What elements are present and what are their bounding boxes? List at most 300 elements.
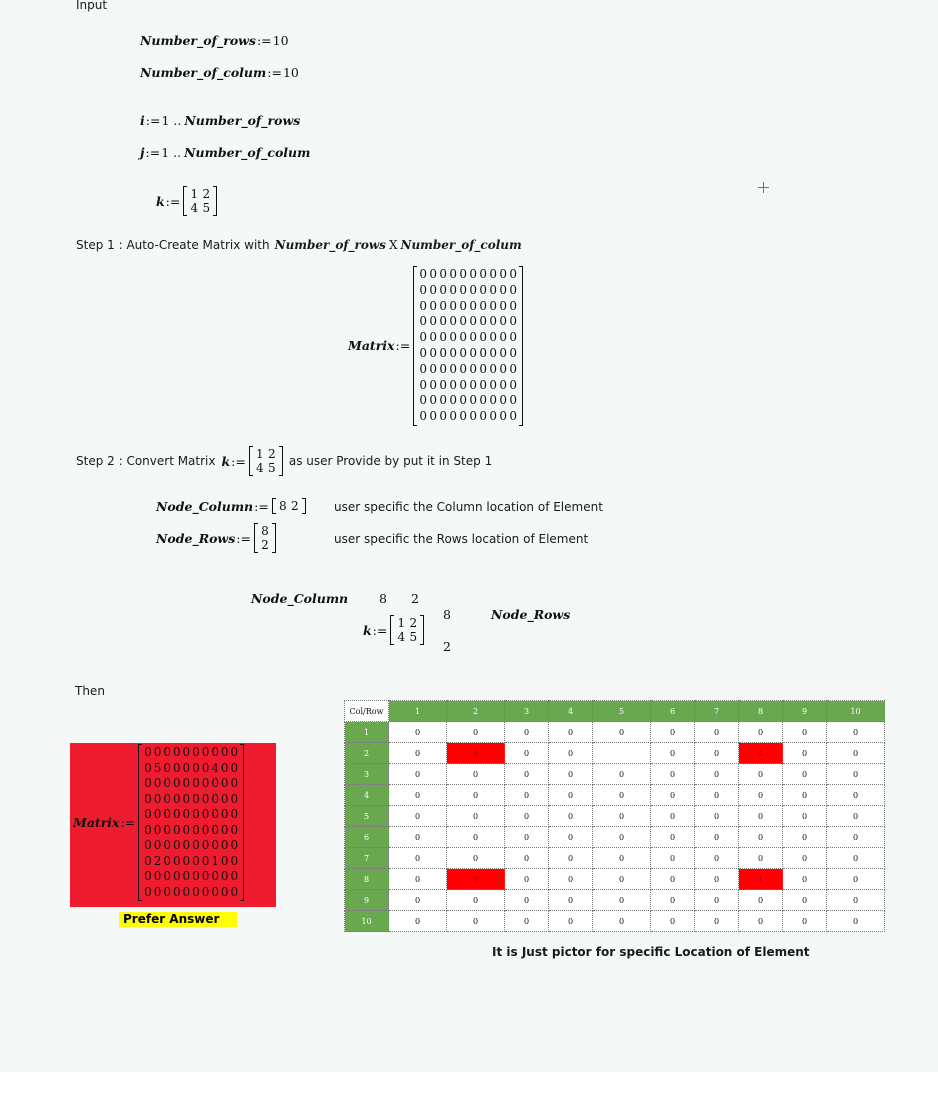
answer-matrix-cell: 0 xyxy=(182,745,191,759)
zero-matrix-cell: 0 xyxy=(459,409,467,424)
crosshair-cursor-icon xyxy=(758,182,769,193)
i-range: 1 .. xyxy=(161,113,182,128)
node-rows-var: Node_Rows xyxy=(156,530,236,546)
zero-matrix-cell: 0 xyxy=(469,393,477,408)
rows-definition[interactable] xyxy=(140,33,289,48)
answer-matrix-cell: 0 xyxy=(153,791,162,806)
grid-cell: 0 xyxy=(695,869,739,890)
zero-matrix-cell: 0 xyxy=(459,345,467,360)
zero-matrix-cell: 0 xyxy=(509,393,517,408)
grid-col-header: 6 xyxy=(651,701,695,722)
zero-matrix-cell: 0 xyxy=(429,393,437,408)
zero-matrix-row xyxy=(418,409,518,425)
grid-cell: 1 xyxy=(739,869,783,890)
grid-cell: 0 xyxy=(447,722,505,743)
zero-matrix-cell: 0 xyxy=(419,314,427,329)
grid-cell: 0 xyxy=(783,743,827,764)
grid-cell: 0 xyxy=(593,911,651,932)
zero-matrix-cell: 0 xyxy=(439,330,447,345)
answer-matrix-cell: 0 xyxy=(144,745,152,759)
grid-row xyxy=(345,827,885,848)
answer-matrix-cell: 0 xyxy=(163,745,171,759)
answer-matrix-row xyxy=(143,854,239,870)
i-range-definition[interactable] xyxy=(140,113,300,128)
grid-cell: 0 xyxy=(739,806,783,827)
grid-cell: 0 xyxy=(695,764,739,785)
answer-matrix-cell: 0 xyxy=(172,745,181,759)
zero-matrix-row xyxy=(418,378,518,394)
zero-matrix-row xyxy=(418,314,518,330)
diagram-k-definition: k := 1 2 4 5 xyxy=(363,615,424,645)
zero-matrix-cell: 0 xyxy=(499,345,507,360)
answer-matrix-cell: 0 xyxy=(172,776,181,790)
zero-matrix-cell: 0 xyxy=(469,330,477,345)
grid-cell: 0 xyxy=(389,848,447,869)
zero-matrix-cell: 0 xyxy=(449,330,457,345)
grid-cell: 0 xyxy=(505,869,549,890)
answer-matrix-cell: 0 xyxy=(211,791,219,806)
cols-var: Number_of_colum xyxy=(140,65,267,80)
zero-matrix-cell: 0 xyxy=(459,361,467,376)
grid-row xyxy=(345,869,885,890)
zero-matrix-cell: 0 xyxy=(509,361,517,376)
zero-matrix-cell: 0 xyxy=(499,361,507,376)
zero-matrix-cell: 0 xyxy=(439,345,447,360)
answer-matrix-cell: 0 xyxy=(172,853,181,868)
node-column-definition[interactable]: Node_Column := 8 2 xyxy=(156,498,306,514)
answer-matrix-cell: 0 xyxy=(163,760,171,775)
zero-matrix-cell: 0 xyxy=(489,409,497,424)
zero-matrix-row xyxy=(418,362,518,378)
grid-cell: 0 xyxy=(695,743,739,764)
answer-matrix-cell: 0 xyxy=(163,838,171,852)
grid-row xyxy=(345,764,885,785)
grid-cell: 0 xyxy=(389,869,447,890)
zero-matrix-cell: 0 xyxy=(449,361,457,376)
answer-matrix-cell: 4 xyxy=(211,760,219,775)
zero-matrix-cell: 0 xyxy=(419,393,427,408)
answer-matrix-cell: 0 xyxy=(201,776,210,790)
grid-cell: 0 xyxy=(447,806,505,827)
node-rows-definition[interactable]: Node_Rows := 8 2 xyxy=(156,523,276,553)
answer-matrix-cell: 2 xyxy=(153,853,162,868)
grid-cell: 0 xyxy=(695,785,739,806)
answer-matrix-cell: 5 xyxy=(153,760,162,775)
zero-matrix-cell: 0 xyxy=(489,282,497,297)
zero-matrix-cell: 0 xyxy=(489,361,497,376)
zero-matrix-cell: 0 xyxy=(429,314,437,329)
zero-matrix-cell: 0 xyxy=(499,409,507,424)
grid-cell: 0 xyxy=(651,827,695,848)
step2-k-matrix: 1 2 4 5 xyxy=(249,446,283,476)
grid-caption: It is Just pictor for specific Location of Element xyxy=(492,945,810,959)
grid-cell: 0 xyxy=(447,764,505,785)
grid-cell: 0 xyxy=(827,911,885,932)
answer-matrix-cell: 0 xyxy=(192,760,200,775)
zero-matrix-cell: 0 xyxy=(479,314,487,329)
assign-op: := xyxy=(395,338,411,354)
zero-matrix-cell: 0 xyxy=(419,330,427,345)
zero-matrix-cell: 0 xyxy=(419,345,427,360)
zero-matrix-cell: 0 xyxy=(439,377,447,392)
grid-cell: 0 xyxy=(783,869,827,890)
grid-row-header: 6 xyxy=(345,827,389,848)
answer-matrix-cell: 0 xyxy=(230,776,239,790)
j-var: j xyxy=(140,145,145,160)
cols-value: 10 xyxy=(282,65,299,80)
rows-value: 10 xyxy=(272,33,289,48)
zero-matrix-cell: 0 xyxy=(449,345,457,360)
answer-matrix-cell: 0 xyxy=(153,776,162,790)
diagram-col-val-1: 8 xyxy=(379,591,387,606)
grid-cell: 0 xyxy=(827,848,885,869)
answer-matrix-cell: 0 xyxy=(220,776,229,790)
grid-cell: 0 xyxy=(783,827,827,848)
answer-matrix-cell: 0 xyxy=(182,791,191,806)
answer-matrix-cell: 0 xyxy=(144,853,152,868)
answer-matrix-cell: 0 xyxy=(201,853,210,868)
answer-matrix-cell: 0 xyxy=(163,822,171,837)
answer-matrix-cell: 0 xyxy=(144,869,152,883)
zero-matrix-cell: 0 xyxy=(479,345,487,360)
diagram-col-val-2: 2 xyxy=(411,591,419,606)
zero-matrix-cell: 0 xyxy=(459,393,467,408)
zero-matrix-cell: 0 xyxy=(449,267,457,281)
grid-cell: 0 xyxy=(827,785,885,806)
grid-cell: 0 xyxy=(389,743,447,764)
answer-matrix-cell: 0 xyxy=(153,807,162,821)
step2-k-var: k xyxy=(221,453,231,469)
grid-cell: 0 xyxy=(549,764,593,785)
zero-matrix-cell: 0 xyxy=(429,267,437,281)
zero-matrix-cell: 0 xyxy=(449,409,457,424)
answer-matrix-cell: 0 xyxy=(172,838,181,852)
zero-matrix-cell: 0 xyxy=(509,282,517,297)
answer-matrix-cell: 0 xyxy=(172,791,181,806)
zero-matrix-cell: 0 xyxy=(509,377,517,392)
answer-matrix-cell: 0 xyxy=(230,807,239,821)
grid-corner-label: Col/Row xyxy=(345,701,389,722)
grid-cell: 0 xyxy=(389,722,447,743)
zero-matrix-cell: 0 xyxy=(469,298,477,313)
answer-matrix-cell: 0 xyxy=(201,807,210,821)
answer-matrix-cell: 0 xyxy=(163,791,171,806)
grid-cell: 0 xyxy=(651,785,695,806)
answer-matrix-cell: 0 xyxy=(220,745,229,759)
answer-matrix-cell: 0 xyxy=(192,869,200,883)
answer-matrix-cell: 0 xyxy=(153,884,162,899)
zero-matrix-cell: 0 xyxy=(509,330,517,345)
assign-op: := xyxy=(145,113,161,128)
zero-matrix-row xyxy=(418,299,518,315)
answer-matrix-cell: 0 xyxy=(163,807,171,821)
answer-matrix-cell: 0 xyxy=(153,869,162,883)
grid-cell: 0 xyxy=(739,890,783,911)
zero-matrix-cell: 0 xyxy=(439,267,447,281)
diagram-row-label: Node_Rows xyxy=(491,607,571,622)
zero-matrix-cell: 0 xyxy=(459,330,467,345)
grid-col-header: 5 xyxy=(593,701,651,722)
diagram-k-matrix: 1 2 4 5 xyxy=(390,615,424,645)
grid-cell: 0 xyxy=(783,890,827,911)
zero-matrix-cell: 0 xyxy=(429,377,437,392)
grid-row-header: 9 xyxy=(345,890,389,911)
answer-matrix-cell: 0 xyxy=(153,745,162,759)
grid-col-header: 8 xyxy=(739,701,783,722)
answer-matrix-cell: 0 xyxy=(220,760,229,775)
answer-matrix-cell: 0 xyxy=(192,791,200,806)
answer-matrix-cell: 0 xyxy=(230,838,239,852)
zero-matrix-cell: 0 xyxy=(499,377,507,392)
answer-matrix-cell: 0 xyxy=(211,745,219,759)
zero-matrix-cell: 0 xyxy=(439,314,447,329)
grid-cell: 0 xyxy=(447,827,505,848)
grid-cell: 0 xyxy=(549,848,593,869)
answer-matrix-cell: 0 xyxy=(192,838,200,852)
answer-matrix-row xyxy=(143,745,239,761)
cols-definition[interactable] xyxy=(140,65,299,80)
diagram-col-label: Node_Column xyxy=(251,591,349,606)
zero-matrix-cell: 0 xyxy=(439,298,447,313)
grid-col-header: 4 xyxy=(549,701,593,722)
answer-matrix-cell: 0 xyxy=(182,884,191,899)
zero-matrix-cell: 0 xyxy=(419,377,427,392)
answer-matrix-row xyxy=(143,776,239,792)
grid-row-header: 4 xyxy=(345,785,389,806)
grid-cell: 0 xyxy=(827,743,885,764)
step2-suffix: as user Provide by put it in Step 1 xyxy=(288,454,493,468)
answer-matrix-cell: 0 xyxy=(182,838,191,852)
answer-matrix-row xyxy=(143,761,239,777)
answer-matrix-row xyxy=(143,807,239,823)
node-rows-matrix: 8 2 xyxy=(254,523,276,553)
grid-cell: 0 xyxy=(739,911,783,932)
grid-cell: 0 xyxy=(549,911,593,932)
j-range-definition[interactable] xyxy=(140,145,310,160)
answer-definition: Matrix := 0 0 0 0 0 0 0 0 0 0 0 5 0 0 0 0 0 4 0 0 0 0 0 0 0 0 0 0 0 0 0 0 0 0 0 0 0 0 0 0 0 0 0 0 0 0 0 0 0 0 0 0 0 0 0 0 0 0 0 0 0 0 0 0 0 0 0 0 0 0 0 2 0 0 0 0 0 1 0 0 0 0 0 0 0 0 0 0 0 0 0 0 0 0 0 0 0 0 0 0 xyxy=(73,744,244,901)
answer-matrix-cell: 0 xyxy=(163,776,171,790)
zero-matrix-cell: 0 xyxy=(469,361,477,376)
zero-matrix-cell: 0 xyxy=(449,298,457,313)
grid-cell: 4 xyxy=(739,743,783,764)
zero-matrix-cell: 0 xyxy=(489,330,497,345)
grid-cell: 0 xyxy=(783,848,827,869)
grid-cell: 0 xyxy=(549,869,593,890)
answer-matrix-cell: 0 xyxy=(211,838,219,852)
zero-matrix-cell: 0 xyxy=(479,377,487,392)
zero-matrix-cell: 0 xyxy=(509,314,517,329)
zero-matrix-row xyxy=(418,330,518,346)
node-column-matrix: 8 2 xyxy=(272,498,306,514)
answer-matrix-row xyxy=(143,885,239,901)
grid-cell: 0 xyxy=(827,764,885,785)
grid-cell: 0 xyxy=(651,911,695,932)
answer-var: Matrix xyxy=(73,815,120,830)
answer-matrix-row xyxy=(143,823,239,839)
zero-matrix-cell: 0 xyxy=(429,298,437,313)
grid-col-header: 2 xyxy=(447,701,505,722)
grid-cell: 0 xyxy=(593,827,651,848)
k-var: k xyxy=(156,193,165,209)
zero-matrix xyxy=(413,266,523,426)
grid-cell: 0 xyxy=(447,890,505,911)
answer-region[interactable] xyxy=(70,743,276,907)
step2-line: Step 2 : Convert Matrix k := 1 2 4 5 as user Provide by put it in Step 1 xyxy=(76,447,493,475)
answer-matrix-cell: 0 xyxy=(192,745,200,759)
answer-matrix-cell: 0 xyxy=(144,791,152,806)
grid-cell: 0 xyxy=(505,911,549,932)
i-var: i xyxy=(140,113,145,128)
grid-cell: 0 xyxy=(505,764,549,785)
grid-cell: 0 xyxy=(827,869,885,890)
grid-cell: 0 xyxy=(739,827,783,848)
answer-matrix-cell: 0 xyxy=(153,838,162,852)
grid-cell: 0 xyxy=(827,890,885,911)
grid-cell: 0 xyxy=(739,722,783,743)
answer-matrix-cell: 0 xyxy=(144,760,152,775)
grid-cell: 0 xyxy=(651,722,695,743)
grid-cell: 0 xyxy=(739,785,783,806)
answer-matrix-cell: 0 xyxy=(201,822,210,837)
j-limit: Number_of_colum xyxy=(184,145,311,160)
zero-matrix-cell: 0 xyxy=(489,393,497,408)
answer-matrix-cell: 0 xyxy=(182,760,191,775)
answer-matrix-cell: 0 xyxy=(220,807,229,821)
grid-cell: 0 xyxy=(447,911,505,932)
step1-line xyxy=(76,238,522,252)
answer-matrix-row xyxy=(143,792,239,808)
zero-matrix-cell: 0 xyxy=(419,409,427,424)
answer-matrix-cell: 0 xyxy=(230,791,239,806)
answer-matrix-cell: 0 xyxy=(192,807,200,821)
answer-matrix xyxy=(138,744,244,901)
grid-cell: 0 xyxy=(783,764,827,785)
zero-matrix-cell: 0 xyxy=(429,282,437,297)
grid-cell: 0 xyxy=(695,911,739,932)
zero-matrix-cell: 0 xyxy=(499,298,507,313)
grid-cell: 0 xyxy=(695,848,739,869)
zero-matrix-cell: 0 xyxy=(469,314,477,329)
grid-row-header: 1 xyxy=(345,722,389,743)
zero-matrix-cell: 0 xyxy=(459,298,467,313)
answer-matrix-cell: 0 xyxy=(220,853,229,868)
grid-cell: 5 xyxy=(447,743,505,764)
grid-cell: 0 xyxy=(827,722,885,743)
grid-cell: 0 xyxy=(593,890,651,911)
grid-cell: 0 xyxy=(651,806,695,827)
answer-matrix-cell: 0 xyxy=(163,884,171,899)
grid-cell: 0 xyxy=(389,764,447,785)
answer-matrix-cell: 0 xyxy=(172,760,181,775)
answer-matrix-cell: 0 xyxy=(182,776,191,790)
grid-cell: 0 xyxy=(505,806,549,827)
answer-matrix-cell: 0 xyxy=(144,776,152,790)
grid-row xyxy=(345,806,885,827)
zero-matrix-cell: 0 xyxy=(489,314,497,329)
answer-matrix-cell: 0 xyxy=(192,853,200,868)
answer-matrix-cell: 0 xyxy=(201,838,210,852)
zero-matrix-cell: 0 xyxy=(459,377,467,392)
zero-matrix-cell: 0 xyxy=(509,298,517,313)
grid-cell: 0 xyxy=(695,890,739,911)
j-range: 1 .. xyxy=(161,145,182,160)
zero-matrix-cell: 0 xyxy=(499,267,507,281)
grid-cell: 2 xyxy=(447,869,505,890)
zero-matrix-cell: 0 xyxy=(479,282,487,297)
zero-matrix-cell: 0 xyxy=(499,282,507,297)
answer-matrix-cell: 0 xyxy=(144,838,152,852)
grid-row-header: 8 xyxy=(345,869,389,890)
grid-cell: 0 xyxy=(389,827,447,848)
zero-matrix-cell: 0 xyxy=(489,345,497,360)
answer-matrix-cell: 0 xyxy=(172,884,181,899)
grid-cell: 0 xyxy=(593,848,651,869)
grid-cell: 0 xyxy=(695,722,739,743)
answer-matrix-cell: 0 xyxy=(192,884,200,899)
grid-cell: 0 xyxy=(447,848,505,869)
answer-matrix-cell: 0 xyxy=(220,869,229,883)
zero-matrix-cell: 0 xyxy=(459,267,467,281)
grid-cell: 0 xyxy=(389,890,447,911)
zero-matrix-cell: 0 xyxy=(499,393,507,408)
grid-cell: 0 xyxy=(549,743,593,764)
answer-matrix-cell: 0 xyxy=(182,822,191,837)
grid-col-header: 1 xyxy=(389,701,447,722)
grid-cell: 0 xyxy=(549,722,593,743)
node-column-var: Node_Column xyxy=(156,498,254,514)
answer-matrix-cell: 0 xyxy=(201,760,210,775)
answer-matrix-cell: 0 xyxy=(230,745,239,759)
zero-matrix-cell: 0 xyxy=(469,345,477,360)
grid-col-header: 9 xyxy=(783,701,827,722)
grid-col-header: 10 xyxy=(827,701,885,722)
answer-matrix-cell: 0 xyxy=(211,869,219,883)
grid-cell: 0 xyxy=(549,890,593,911)
zero-matrix-cell: 0 xyxy=(449,377,457,392)
grid-cell xyxy=(593,743,651,764)
grid-cell: 0 xyxy=(651,764,695,785)
answer-matrix-cell: 0 xyxy=(211,884,219,899)
grid-cell: 0 xyxy=(783,911,827,932)
answer-matrix-cell: 0 xyxy=(144,884,152,899)
answer-matrix-cell: 0 xyxy=(182,807,191,821)
answer-matrix-cell: 0 xyxy=(230,869,239,883)
grid-cell: 0 xyxy=(505,785,549,806)
i-limit: Number_of_rows xyxy=(184,113,301,128)
zero-matrix-cell: 0 xyxy=(479,298,487,313)
zero-matrix-cell: 0 xyxy=(509,345,517,360)
zero-matrix-cell: 0 xyxy=(489,298,497,313)
matrix-definition[interactable] xyxy=(348,266,523,426)
answer-matrix-cell: 0 xyxy=(182,869,191,883)
answer-matrix-cell: 0 xyxy=(211,822,219,837)
step2-text: Step 2 : Convert Matrix xyxy=(76,454,216,468)
zero-matrix-row xyxy=(418,346,518,362)
zero-matrix-cell: 0 xyxy=(499,314,507,329)
grid-cell: 0 xyxy=(505,848,549,869)
zero-matrix-cell: 0 xyxy=(449,282,457,297)
zero-matrix-cell: 0 xyxy=(449,314,457,329)
grid-row xyxy=(345,743,885,764)
grid-cell: 0 xyxy=(549,785,593,806)
k-definition[interactable] xyxy=(156,186,217,216)
assign-op: := xyxy=(165,193,181,209)
grid-cell: 0 xyxy=(505,722,549,743)
assign-op: := xyxy=(145,145,161,160)
answer-matrix-cell: 0 xyxy=(163,869,171,883)
zero-matrix-cell: 0 xyxy=(479,393,487,408)
zero-matrix-cell: 0 xyxy=(449,393,457,408)
